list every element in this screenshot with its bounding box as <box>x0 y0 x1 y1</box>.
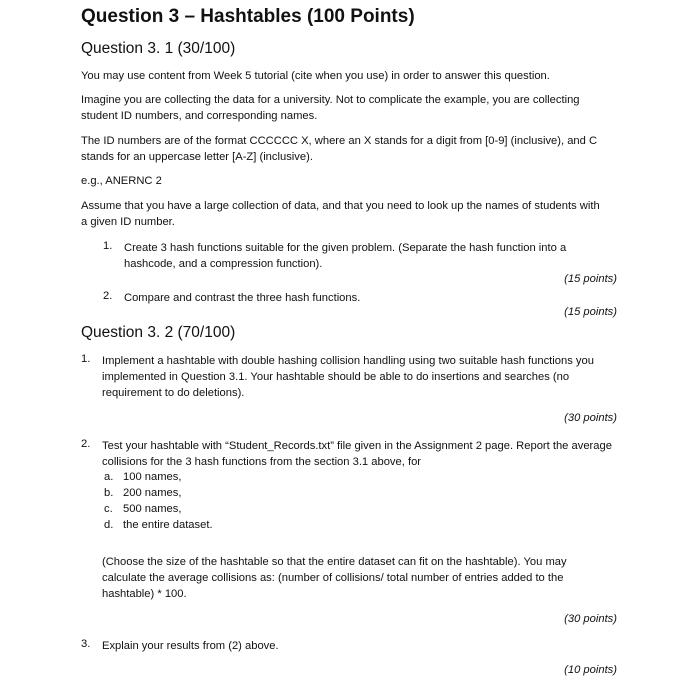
q31-item-2-number: 2. <box>103 290 113 302</box>
q32-item-1-text: Implement a hashtable with double hashing collision handling using two suitable hash functions you implemented in Question 3.1. Your hashtable should be able to do insertions and searches (no requirement to do deletions). <box>102 355 594 399</box>
q32-subitem-c-text: 500 names, <box>123 503 182 515</box>
question-title: Question 3 – Hashtables (100 Points) <box>81 6 415 27</box>
q31-para-assume: Assume that you have a large collection of data, and that you need to look up the names of students with a given ID number. <box>81 200 600 228</box>
q32-item-3-number: 3. <box>81 638 91 650</box>
q32-subitem-b-text: 200 names, <box>123 487 182 499</box>
q32-subitem-a-text: 100 names, <box>123 471 182 483</box>
q31-item-2-points: (15 points) <box>564 306 617 318</box>
q32-heading: Question 3. 2 (70/100) <box>81 324 236 341</box>
q31-item-2-text: Compare and contrast the three hash functions. <box>124 292 361 304</box>
q32-subitem-a-letter: a. <box>104 471 114 483</box>
q31-para-university: Imagine you are collecting the data for a university. Not to complicate the example, you are collecting student ID numbers, and corresponding names. <box>81 94 580 122</box>
q31-para-id-format: The ID numbers are of the format CCCCCC X, where an X stands for a digit from [0-9] (inclusive), and C stands for an uppercase letter [A-Z] (inclusive). <box>81 135 598 163</box>
q32-item-1-number: 1. <box>81 353 91 365</box>
q32-subitem-b-letter: b. <box>104 487 114 499</box>
q32-item-3-text: Explain your results from (2) above. <box>102 640 279 652</box>
q32-subitem-c-letter: c. <box>104 503 113 515</box>
q31-item-1-number: 1. <box>103 240 113 252</box>
q31-item-1-text: Create 3 hash functions suitable for the given problem. (Separate the hash function into a hashcode, and a compression function). <box>124 242 567 270</box>
q32-subitem-d-text: the entire dataset. <box>123 519 213 531</box>
q32-item-3-points: (10 points) <box>564 664 617 676</box>
q32-item-2-number: 2. <box>81 438 91 450</box>
q32-item-2-text: Test your hashtable with “Student_Records.txt” file given in the Assignment 2 page. Report the average collisions for the 3 hash functions from the section 3.1 above, for <box>102 440 612 468</box>
q32-item-1-points: (30 points) <box>564 412 617 424</box>
q31-heading: Question 3. 1 (30/100) <box>81 40 236 57</box>
q31-item-1-points: (15 points) <box>564 273 617 285</box>
q31-para-tutorial: You may use content from Week 5 tutorial (cite when you use) in order to answer this question. <box>81 70 550 82</box>
q32-item-2-note: (Choose the size of the hashtable so that the entire dataset can fit on the hashtable). You may calculate the average collisions as: (number of collisions/ total number of entries added to the hashtable) * 100. <box>102 556 567 600</box>
q32-subitem-d-letter: d. <box>104 519 114 531</box>
q31-example: e.g., ANERNC 2 <box>81 175 162 187</box>
q32-item-2-points: (30 points) <box>564 613 617 625</box>
